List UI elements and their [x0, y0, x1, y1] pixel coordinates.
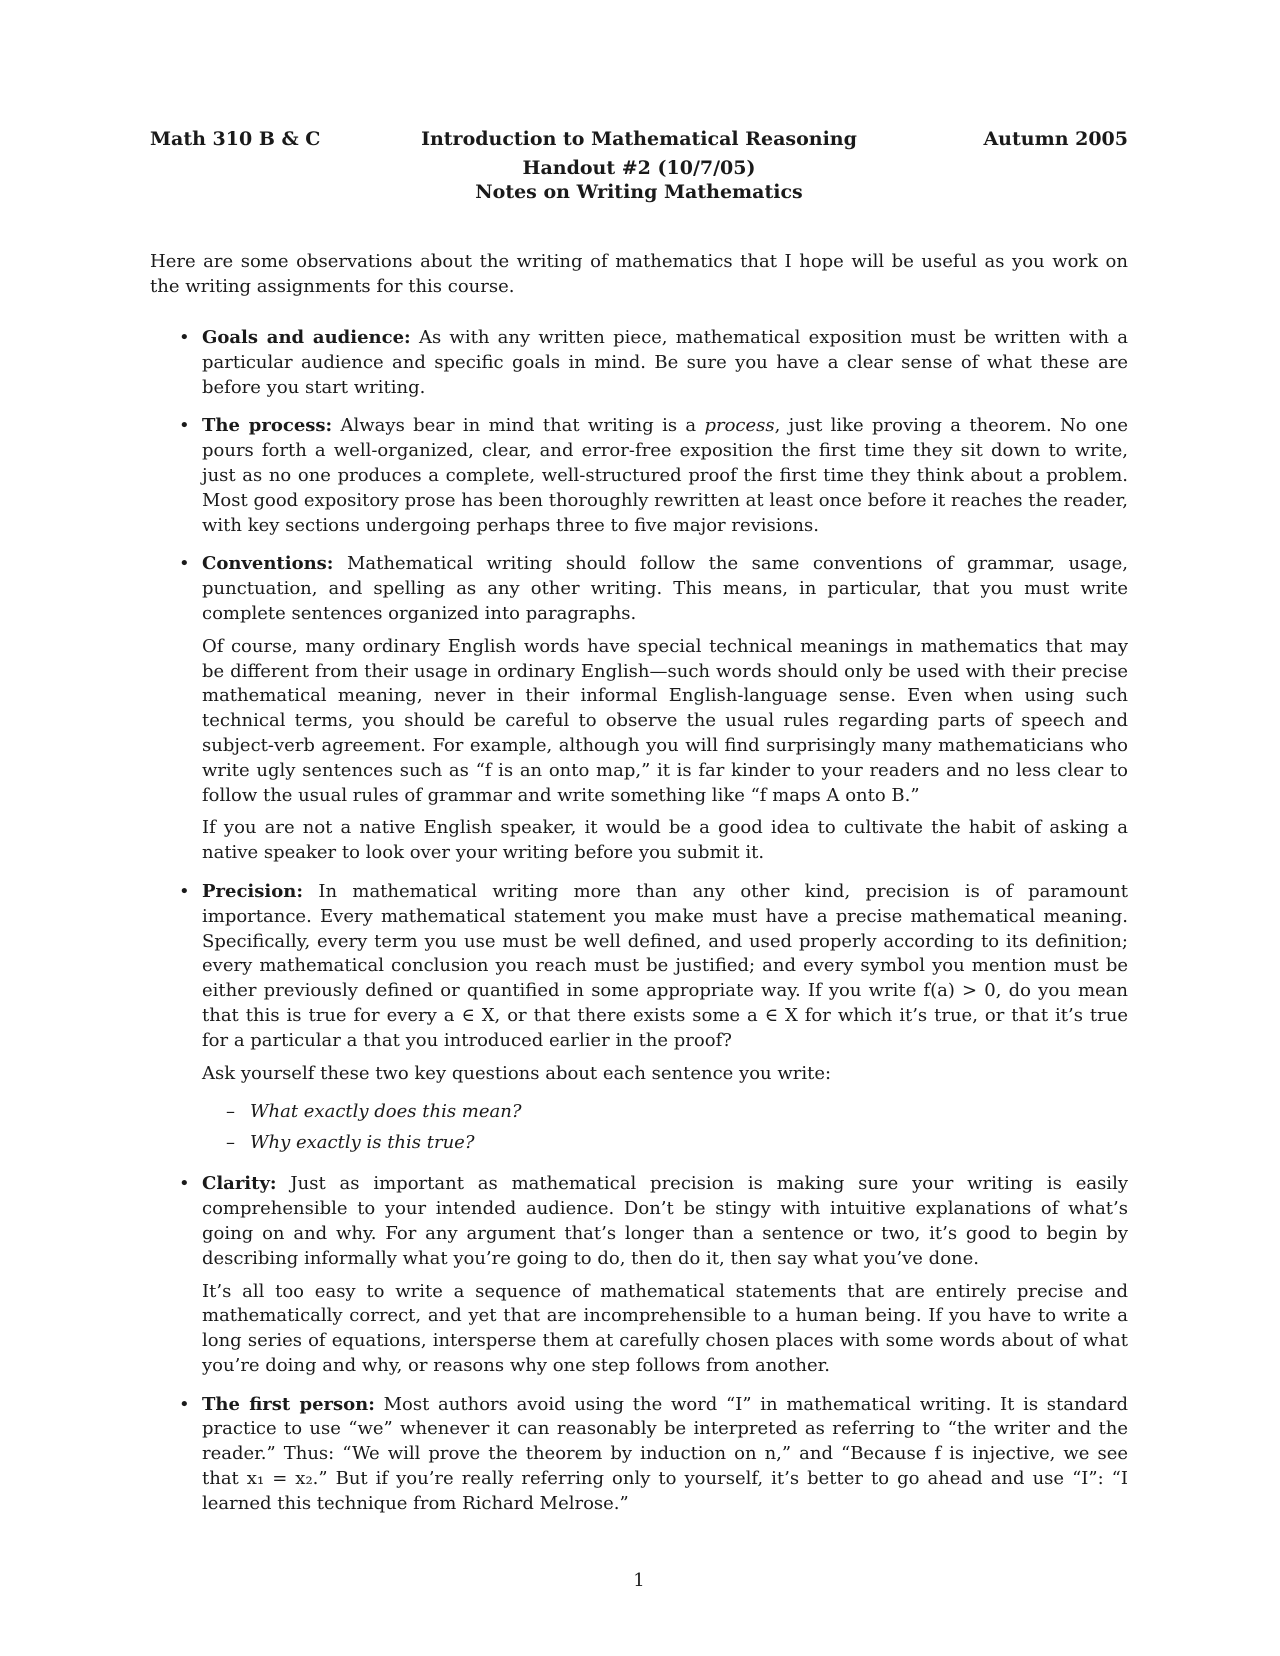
- document-page: [150, 0, 1128, 1656]
- bullet-icon: •: [179, 327, 190, 348]
- course-code: Math 310 B & C: [150, 128, 321, 150]
- item-paragraph: Of course, many ordinary English words have special technical meanings in mathematics that may be different from their usage in ordinary English—such words should only be used with their precise mathematical meaning, never in their informal English-language sense. Even when using such technical terms, you should be careful to observe the usual rules regarding parts of speech and subject-verb agreement. For example, although you will find surprisingly many mathematicians who write ugly sentences such as “f is an onto map,” it is far kinder to your readers and no less clear to follow the usual rules of grammar and write something like “f maps A onto B.”: [202, 635, 1128, 806]
- key-question: [202, 1127, 1128, 1158]
- item-text: Mathematical writing should follow the same conventions of grammar, usage, punctuation, and spelling as any other writing. This means, in particular, that you must write complete sentences organized into paragraphs.: [202, 553, 1128, 624]
- intro-paragraph: Here are some observations about the writing of mathematics that I hope will be useful as you work on the writing assignments for this course.: [150, 251, 1128, 297]
- item-text: In mathematical writing more than any other kind, precision is of paramount importance. Every mathematical statement you make must have a precise mathematical meaning. Specifically, every term you use must be well defined, and used properly according to its definition; every mathematical conclusion you reach must be justified; and every symbol you mention must be either previously defined or quantified in some appropriate way. If you write f(a) > 0, do you mean that this is true for every a ∈ X, or that there exists some a ∈ X for which it’s true, or that it’s true for a particular a that you introduced earlier in the proof?: [202, 880, 1128, 1051]
- item-emphasis: process: [704, 415, 775, 437]
- list-item-first-person: [150, 1393, 1128, 1517]
- item-paragraph: [202, 1393, 1128, 1517]
- notes-list: [150, 326, 1128, 1531]
- dash-icon: –: [226, 1132, 235, 1154]
- item-text: Just as important as mathematical precision is making sure your writing is easily comprehensible to your intended audience. Don’t be stingy with intuitive explanations of what’s going on and why. For any argument that’s longer than a sentence or two, it’s good to begin by describing informally what you’re going to do, then do it, then say what you’ve done.: [202, 1173, 1128, 1269]
- handout-number: Handout #2 (10/7/05): [522, 157, 756, 179]
- key-question: [202, 1096, 1128, 1127]
- item-paragraph: [202, 414, 1128, 538]
- bullet-icon: •: [179, 553, 190, 575]
- item-paragraph: [202, 1172, 1128, 1271]
- item-term: Precision:: [202, 880, 303, 902]
- document-title: Notes on Writing Mathematics: [475, 181, 803, 203]
- question-text: Why exactly is this true?: [250, 1132, 475, 1154]
- item-text: As with any written piece, mathematical exposition must be written with a particular audience and specific goals in mind. Be sure you have a clear sense of what these are before you start writing.: [202, 327, 1128, 398]
- course-title: Introduction to Mathematical Reasoning: [421, 128, 857, 150]
- item-term: Goals and audience:: [202, 327, 411, 348]
- dash-icon: –: [226, 1101, 235, 1123]
- item-term: The first person:: [202, 1393, 375, 1415]
- item-paragraph: If you are not a native English speaker, it would be a good idea to cultivate the habit of asking a native speaker to look over your writing before you submit it.: [202, 817, 1128, 864]
- bullet-icon: •: [179, 1173, 190, 1195]
- item-text: , just like proving a theorem. No one pours forth a well-organized, clear, and error-free exposition the first time they sit down to write, just as no one produces a complete, well-structured proof the first time they think about a problem. Most good expository prose has been thoroughly rewritten at least once before it reaches the reader, with key sections undergoing perhaps three to five major revisions.: [202, 415, 1128, 536]
- item-paragraph: [202, 552, 1128, 626]
- item-paragraph: [202, 326, 1128, 400]
- item-term: The process:: [202, 415, 333, 437]
- question-text: What exactly does this mean?: [250, 1101, 522, 1123]
- bullet-icon: •: [179, 1393, 190, 1415]
- item-term: Clarity:: [202, 1173, 277, 1195]
- item-paragraph: It’s all too easy to write a sequence of mathematical statements that are entirely precise and mathematically correct, and yet that are incomprehensible to a human being. If you have to write a long series of equations, intersperse them at carefully chosen places with some words about of what you’re doing and why, or reasons why one step follows from another.: [202, 1280, 1128, 1376]
- list-item-precision: [150, 880, 1128, 1158]
- key-questions-list: [202, 1096, 1128, 1158]
- item-text: Most authors avoid using the word “I” in mathematical writing. It is standard practice to use “we” whenever it can reasonably be interpreted as referring to “the writer and the reader.” Thus: “We will prove the theorem by induction on n,” and “Because f is injective, we see that x₁ = x₂.” But if you’re really referring only to yourself, it’s better to go ahead and use “I”: “I learned this technique from Richard Melrose.”: [202, 1393, 1128, 1514]
- course-term: Autumn 2005: [983, 128, 1128, 150]
- list-item-process: [150, 414, 1128, 538]
- list-item-clarity: [150, 1172, 1128, 1378]
- bullet-icon: •: [179, 415, 190, 437]
- page-number: 1: [633, 1570, 645, 1591]
- item-paragraph: Ask yourself these two key questions about each sentence you write:: [202, 1062, 832, 1084]
- item-term: Conventions:: [202, 553, 334, 575]
- item-paragraph: [202, 880, 1128, 1054]
- list-item-goals: [150, 326, 1128, 400]
- list-item-conventions: [150, 552, 1128, 866]
- item-text: Always bear in mind that writing is a: [340, 415, 705, 437]
- bullet-icon: •: [179, 880, 190, 902]
